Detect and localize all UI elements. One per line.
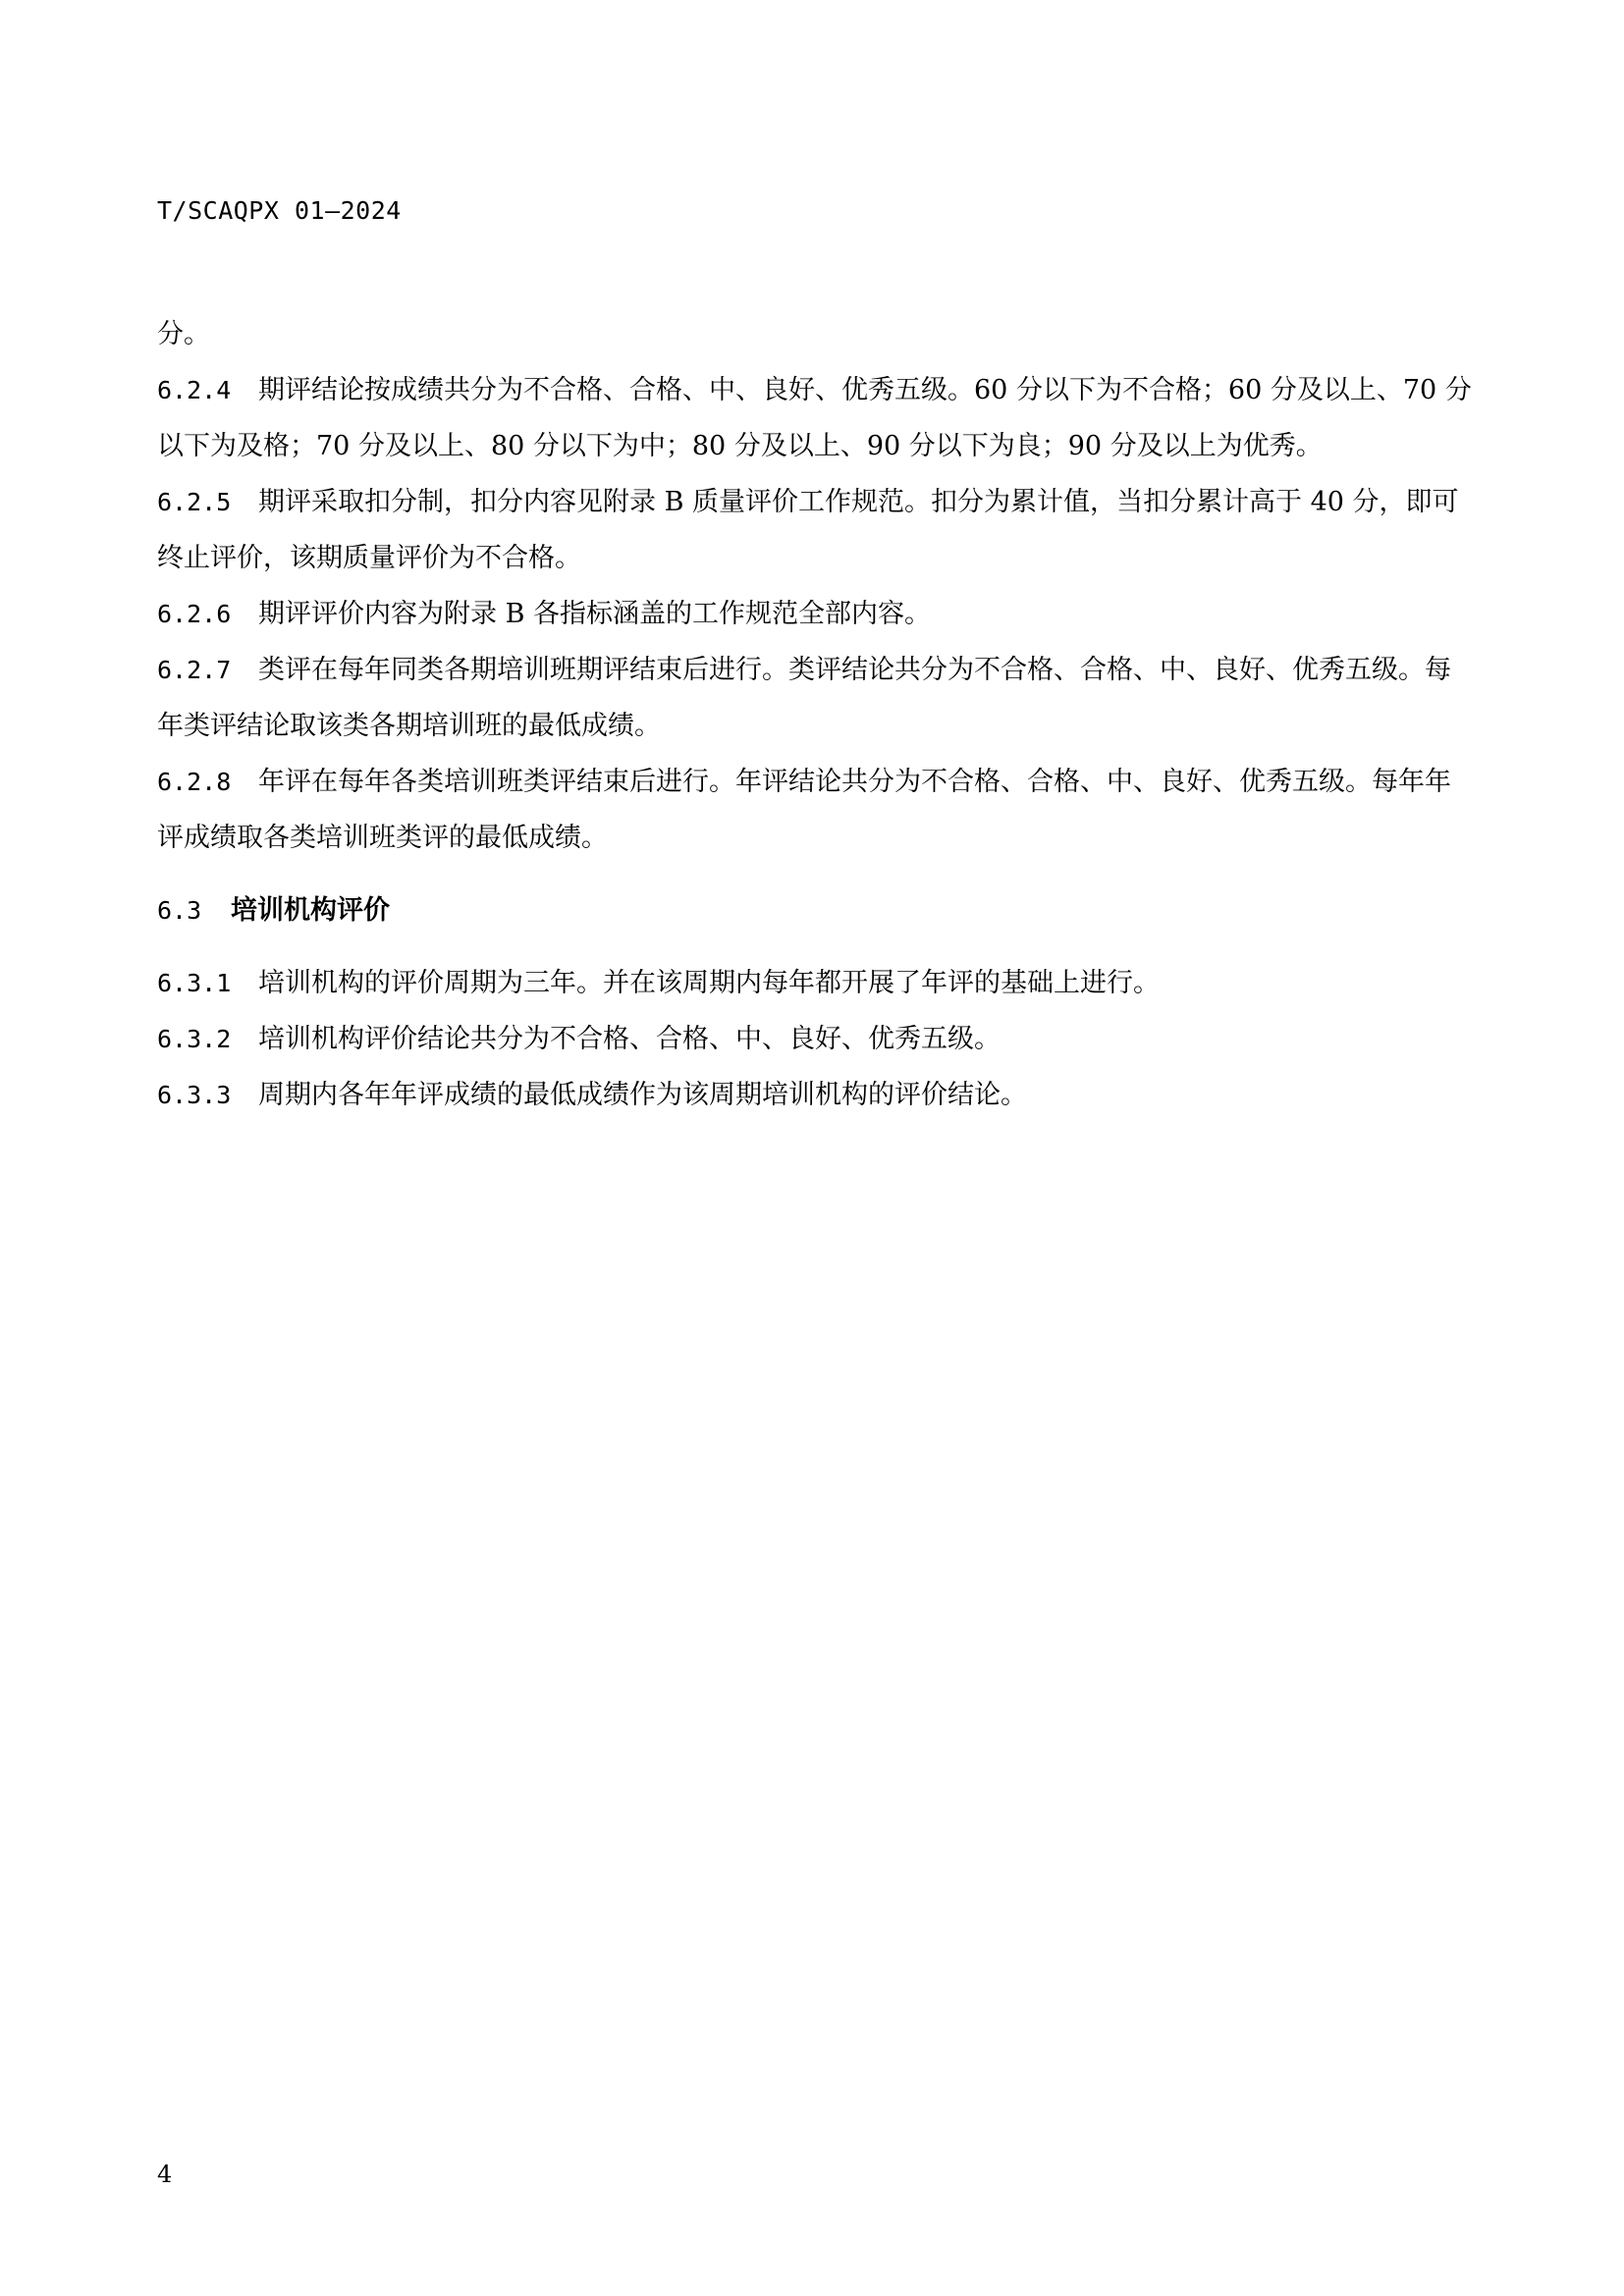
section-title: 培训机构评价 [231,895,390,926]
page-body [157,306,1473,1123]
clause-number: 6.2.8 [157,768,232,796]
clause-number: 6.3.3 [157,1081,232,1109]
clause-text: 年评在每年各类培训班类评结束后进行。年评结论共分为不合格、合格、中、良好、优秀五级。每年年评成绩取各类培训班类评的最低成绩。 [157,767,1451,853]
clause-number: 6.2.6 [157,600,232,628]
section-heading-6-3 [157,882,1473,938]
clause-6-2-5 [157,474,1473,586]
clause-text: 期评结论按成绩共分为不合格、合格、中、良好、优秀五级。60 分以下为不合格；60 分及以上、70 分以下为及格；70 分及以上、80 分以下为中；80 分及以上、90 分以下为良；90 分及以上为优秀。 [157,375,1472,461]
clause-text: 培训机构评价结论共分为不合格、合格、中、良好、优秀五级。 [258,1024,1001,1054]
clause-number: 6.2.5 [157,488,232,516]
clause-number: 6.3.2 [157,1025,232,1053]
clause-text: 期评评价内容为附录 B 各指标涵盖的工作规范全部内容。 [258,599,932,629]
clause-number: 6.3.1 [157,969,232,997]
clause-6-2-7 [157,642,1473,754]
clause-text: 类评在每年同类各期培训班期评结束后进行。类评结论共分为不合格、合格、中、良好、优秀五级。每年类评结论取该类各期培训班的最低成绩。 [157,655,1451,741]
clause-6-2-6 [157,586,1473,642]
clause-text: 周期内各年年评成绩的最低成绩作为该周期培训机构的评价结论。 [258,1080,1027,1110]
standard-code-header: T/SCAQPX 01—2024 [157,196,402,225]
clause-number: 6.2.7 [157,656,232,684]
clause-6-3-3 [157,1067,1473,1123]
clause-number: 6.2.4 [157,376,232,404]
clause-6-2-4 [157,362,1473,474]
clause-6-3-1 [157,955,1473,1011]
continuation-text: 分。 [157,319,210,349]
clause-6-2-8 [157,754,1473,866]
clause-6-3-2 [157,1011,1473,1067]
section-number: 6.3 [157,896,202,925]
clause-text: 培训机构的评价周期为三年。并在该周期内每年都开展了年评的基础上进行。 [258,968,1160,998]
clause-text: 期评采取扣分制，扣分内容见附录 B 质量评价工作规范。扣分为累计值，当扣分累计高于 40 分，即可终止评价，该期质量评价为不合格。 [157,487,1459,573]
page-number: 4 [157,2161,173,2188]
